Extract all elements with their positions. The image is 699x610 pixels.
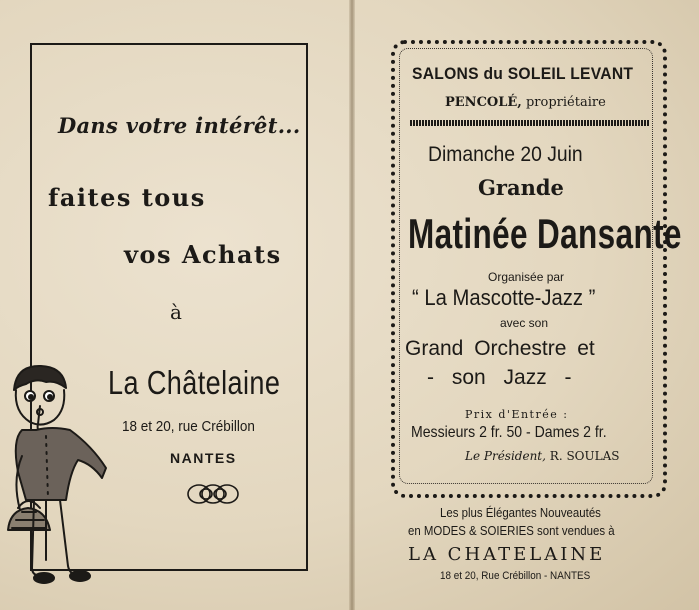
jazz-line: - son Jazz - (427, 366, 572, 389)
advert-address: 18 et 20, Rue Crébillon - NANTES (440, 570, 591, 582)
president-line (465, 449, 619, 463)
boy-illustration (6, 360, 116, 590)
slogan-line-3: vos Achats (124, 240, 282, 269)
price-label: Prix d'Entrée : (465, 408, 569, 421)
entry-prices: Messieurs 2 fr. 50 - Dames 2 fr. (411, 424, 607, 441)
page-fold (349, 0, 355, 610)
proprietor-line (445, 95, 606, 110)
separator-rule (410, 120, 650, 126)
monogram-icon (184, 480, 242, 508)
event-pretitle: Grande (478, 175, 564, 200)
proprietor-name: PENCOLÉ, (445, 95, 522, 110)
organised-by: Organisée par (488, 270, 565, 284)
with-label: avec son (500, 316, 549, 330)
shop-city: NANTES (170, 450, 237, 466)
venue-name: SALONS du SOLEIL LEVANT (412, 64, 634, 83)
advert-line-2: en MODES & SOIERIES sont vendues à (408, 523, 615, 538)
proprietor-title: propriétaire (525, 95, 606, 110)
advert-shop-name: LA CHATELAINE (408, 544, 606, 565)
event-title: Matinée Dansante (408, 210, 682, 257)
advert-line-1: Les plus Élégantes Nouveautés (440, 505, 601, 520)
shop-name: La Châtelaine (108, 364, 281, 401)
shop-address: 18 et 20, rue Crébillon (122, 418, 255, 435)
band-name: “ La Mascotte-Jazz ” (412, 285, 596, 310)
president-name: R. SOULAS (549, 449, 620, 463)
slogan-line-1: Dans votre intérêt... (58, 113, 301, 138)
orchestra-line: Grand Orchestre et (405, 337, 595, 360)
slogan-line-4: à (170, 300, 182, 324)
slogan-line-2: faites tous (48, 183, 206, 212)
president-label: Le Président, (465, 449, 546, 463)
event-date: Dimanche 20 Juin (428, 143, 583, 166)
